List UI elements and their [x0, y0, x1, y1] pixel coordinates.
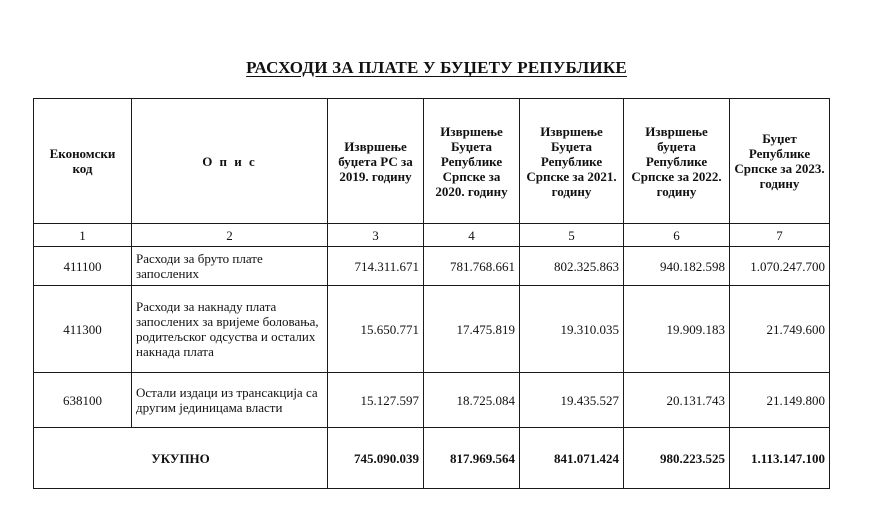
description-cell: Остали издаци из трансакција са другим јединицама власти	[132, 373, 328, 428]
table-row	[34, 247, 830, 286]
value-cell: 19.435.527	[520, 373, 624, 428]
value-cell: 802.325.863	[520, 247, 624, 286]
header-execution-2021: Извршење Буџета Републике Српске за 2021. годину	[520, 99, 624, 224]
value-cell: 18.725.084	[424, 373, 520, 428]
economic-code-cell: 411100	[34, 247, 132, 286]
value-cell: 20.131.743	[624, 373, 730, 428]
value-cell: 21.149.800	[730, 373, 830, 428]
value-cell: 1.070.247.700	[730, 247, 830, 286]
document-title-text: РАСХОДИ ЗА ПЛАТЕ У БУЏЕТУ РЕПУБЛИКЕ	[246, 58, 627, 77]
column-number: 1	[34, 224, 132, 247]
value-cell: 19.909.183	[624, 286, 730, 373]
header-economic-code: Економски код	[34, 99, 132, 224]
column-number: 7	[730, 224, 830, 247]
total-value-cell: 980.223.525	[624, 428, 730, 489]
economic-code-cell: 638100	[34, 373, 132, 428]
column-number: 6	[624, 224, 730, 247]
description-cell: Расходи за бруто плате запослених	[132, 247, 328, 286]
column-number: 3	[328, 224, 424, 247]
total-value-cell: 745.090.039	[328, 428, 424, 489]
header-description: О п и с	[132, 99, 328, 224]
salary-expenses-table	[33, 98, 830, 489]
economic-code-cell: 411300	[34, 286, 132, 373]
column-number: 2	[132, 224, 328, 247]
value-cell: 15.127.597	[328, 373, 424, 428]
value-cell: 21.749.600	[730, 286, 830, 373]
total-label: УКУПНО	[34, 428, 328, 489]
value-cell: 15.650.771	[328, 286, 424, 373]
column-number-row	[34, 224, 830, 247]
total-value-cell: 841.071.424	[520, 428, 624, 489]
header-execution-2020: Извршење Буџета Републике Српске за 2020. годину	[424, 99, 520, 224]
value-cell: 940.182.598	[624, 247, 730, 286]
header-execution-2022: Извршење буџета Републике Српске за 2022. годину	[624, 99, 730, 224]
description-cell: Расходи за накнаду плата запослених за вријеме боловања, родитељског одсуства и осталих накнада плата	[132, 286, 328, 373]
column-number: 5	[520, 224, 624, 247]
table-row	[34, 373, 830, 428]
total-value-cell: 817.969.564	[424, 428, 520, 489]
document-title	[0, 58, 873, 78]
header-execution-2019: Извршење буџета РС за 2019. годину	[328, 99, 424, 224]
value-cell: 714.311.671	[328, 247, 424, 286]
total-row	[34, 428, 830, 489]
table-row	[34, 286, 830, 373]
value-cell: 19.310.035	[520, 286, 624, 373]
column-number: 4	[424, 224, 520, 247]
header-row	[34, 99, 830, 224]
value-cell: 781.768.661	[424, 247, 520, 286]
header-budget-2023: Буџет Републике Српске за 2023. годину	[730, 99, 830, 224]
value-cell: 17.475.819	[424, 286, 520, 373]
total-value-cell: 1.113.147.100	[730, 428, 830, 489]
